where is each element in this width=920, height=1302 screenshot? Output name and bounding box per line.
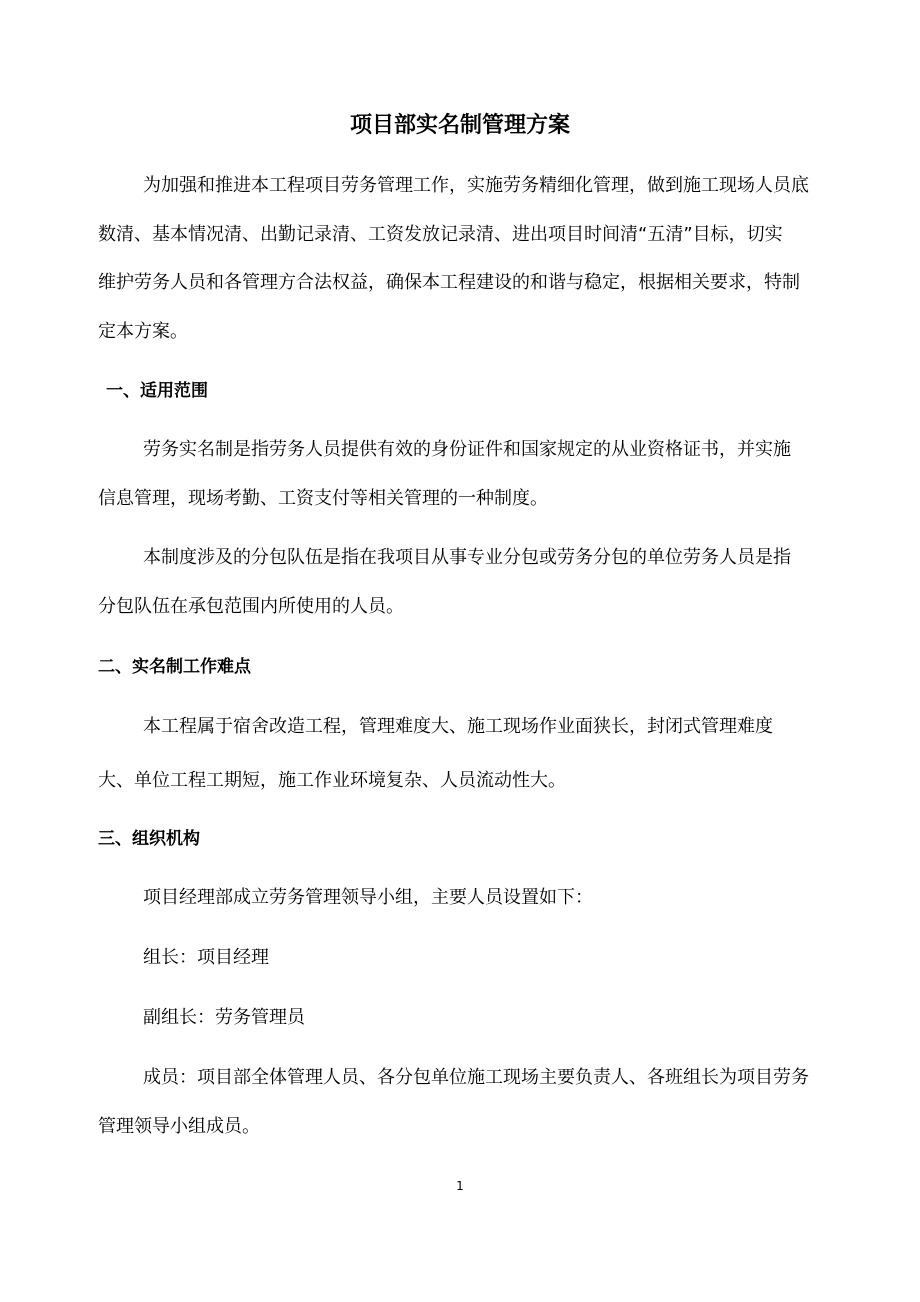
section-3-intro (98, 874, 830, 923)
section-2-paragraph (98, 700, 830, 808)
section-1-p2-line-2: 分包队伍在承包范围内所使用的人员。 (98, 595, 404, 617)
intro-line-1: 为加强和推进本工程项目劳务管理工作，实施劳务精细化管理，做到施工现场人员底 (143, 175, 809, 196)
intro-line-3: 维护劳务人员和各管理方合法权益，确保本工程建设的和谐与稳定，根据相关要求，特制 (98, 272, 800, 293)
section-3-leader (98, 934, 830, 983)
section-2-heading: 二、实名制工作难点 (98, 657, 251, 677)
document-title: 项目部实名制管理方案 (349, 113, 570, 138)
section-3-deputy-line: 副组长：劳务管理员 (143, 1007, 305, 1028)
section-3-deputy (98, 994, 830, 1043)
section-3-members (98, 1054, 830, 1151)
section-1-p1-line-2: 信息管理，现场考勤、工资支付等相关管理的一种制度。 (98, 487, 548, 509)
page-number: 1 (456, 1179, 464, 1193)
section-2-line-1: 本工程属于宿舍改造工程，管理难度大、施工现场作业面狭长，封闭式管理难度 (143, 716, 773, 737)
section-3-heading: 三、组织机构 (98, 829, 200, 849)
section-1-paragraph-1 (98, 426, 830, 523)
intro-paragraph (98, 162, 830, 356)
intro-line-2: 数清、基本情况清、出勤记录清、工资发放记录清、进出项目时间清“五清”目标，切实 (98, 223, 783, 245)
section-3-intro-line: 项目经理部成立劳务管理领导小组，主要人员设置如下： (143, 887, 593, 908)
section-3-members-line-1: 成员：项目部全体管理人员、各分包单位施工现场主要负责人、各班组长为项目劳务 (143, 1067, 809, 1088)
section-2-line-2: 大、单位工程工期短，施工作业环境复杂、人员流动性大。 (98, 770, 566, 791)
section-1-paragraph-2 (98, 534, 830, 631)
section-3-members-line-2: 管理领导小组成员。 (98, 1115, 260, 1137)
section-1-p2-line-1: 本制度涉及的分包队伍是指在我项目从事专业分包或劳务分包的单位劳务人员是指 (143, 547, 791, 568)
section-3-leader-line: 组长：项目经理 (143, 947, 269, 968)
intro-line-4: 定本方案。 (98, 320, 188, 342)
section-1-heading: 一、适用范围 (106, 381, 208, 401)
section-1-p1-line-1: 劳务实名制是指劳务人员提供有效的身份证件和国家规定的从业资格证书，并实施 (143, 439, 791, 460)
